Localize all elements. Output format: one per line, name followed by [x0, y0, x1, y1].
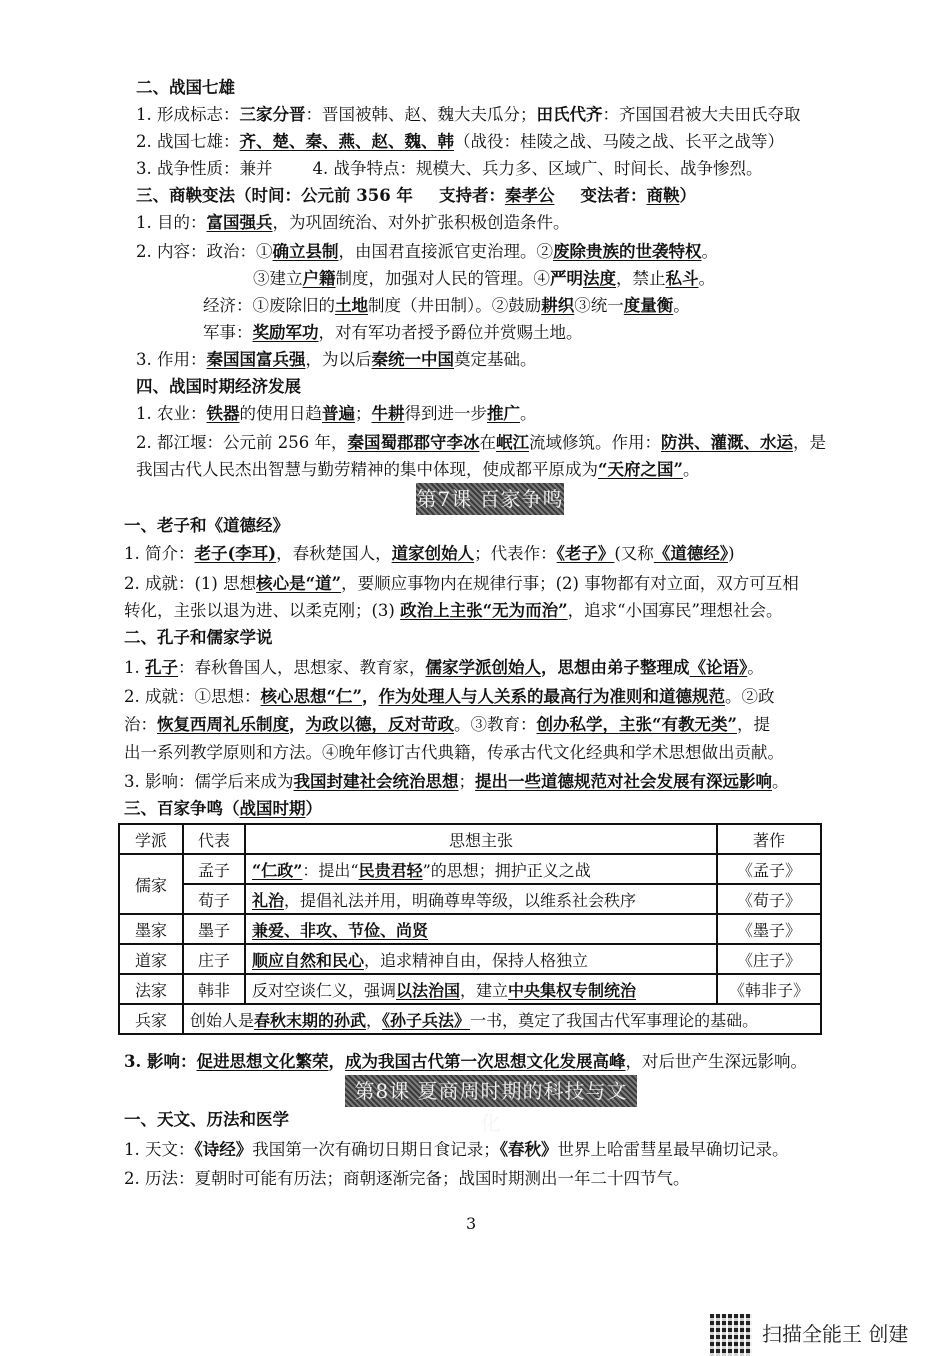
line-content-military: 军事：奖励军功，对有军功者授予爵位并赏赐土地。	[203, 323, 583, 342]
heading-astronomy: 一、天文、历法和医学	[124, 1110, 289, 1129]
school-cell: 兵家	[119, 1004, 183, 1034]
rep-cell: 墨子	[183, 914, 245, 944]
line-confucius-ach-2: 治：恢复西周礼乐制度，为政以德，反对苛政。③教育：创办私学，主张“有教无类”，提	[124, 715, 770, 734]
col-header-works: 著作	[717, 824, 821, 854]
col-header-rep: 代表	[183, 824, 245, 854]
ideas-cell: “仁政”：提出“民贵君轻”的思想；拥护正义之战	[245, 854, 717, 884]
table-row	[119, 974, 821, 1004]
rep-cell: 韩非	[183, 974, 245, 1004]
line-hundred-influence: 3. 影响：促进思想文化繁荣，成为我国古代第一次思想文化发展高峰，对后世产生深远影响。	[124, 1052, 807, 1071]
rep-cell: 庄子	[183, 944, 245, 974]
line-content-politics-2: ③建立户籍制度，加强对人民的管理。④严明法度，禁止私斗。	[253, 269, 715, 288]
ideas-cell: 礼治，提倡礼法并用，明确尊卑等级，以维系社会秩序	[245, 884, 717, 914]
col-header-school: 学派	[119, 824, 183, 854]
works-cell: 《孟子》	[717, 854, 821, 884]
works-cell: 《庄子》	[717, 944, 821, 974]
line-seven-states: 2. 战国七雄：齐、楚、秦、燕、赵、魏、韩（战役：桂陵之战、马陵之战、长平之战等）	[136, 132, 784, 151]
lesson8-banner: 第8课 夏商周时期的科技与文化	[345, 1075, 637, 1107]
line-confucius-influence: 3. 影响：儒学后来成为我国封建社会统治思想；提出一些道德规范对社会发展有深远影响。	[124, 772, 789, 791]
qr-code-icon	[710, 1314, 752, 1356]
heading-laozi: 一、老子和《道德经》	[124, 516, 289, 535]
line-astronomy: 1. 天文：《诗经》我国第一次有确切日期日食记录；《春秋》世界上哈雷彗星最早确切记录。	[124, 1140, 789, 1159]
ideas-cell: 兼爱、非攻、节俭、尚贤	[245, 914, 717, 944]
table-row	[119, 884, 821, 914]
school-cell: 道家	[119, 944, 183, 974]
line-laozi-intro: 1. 简介：老子(李耳)，春秋楚国人，道家创始人；代表作：《老子》(又称《道德经》)	[124, 544, 735, 563]
line-agriculture: 1. 农业：铁器的使用日趋普遍；牛耕得到进一步推广。	[136, 404, 537, 423]
school-cell: 墨家	[119, 914, 183, 944]
bingjia-ideas-cell: 创始人是春秋末期的孙武，《孙子兵法》一书，奠定了我国古代军事理论的基础。	[183, 1004, 821, 1034]
line-laozi-ach-1: 2. 成就：(1) 思想核心是“道”，要顺应事物内在规律行事；(2) 事物都有对立面，双方可互相	[124, 574, 799, 593]
ideas-cell: 反对空谈仁义，强调以法治国，建立中央集权专制统治	[245, 974, 717, 1004]
rep-cell: 孟子	[183, 854, 245, 884]
rep-cell: 荀子	[183, 884, 245, 914]
line-confucius-intro: 1. 孔子：春秋鲁国人，思想家、教育家，儒家学派创始人，思想由弟子整理成《论语》。	[124, 658, 764, 677]
table-row	[119, 914, 821, 944]
line-content-politics-1: 2. 内容：政治：①确立县制，由国君直接派官吏治理。②废除贵族的世袭特权。	[136, 242, 718, 261]
line-purpose: 1. 目的：富国强兵，为巩固统治、对外扩张积极创造条件。	[136, 213, 570, 232]
line-confucius-ach-3: 出一系列教学原则和方法。④晚年修订古代典籍，传承古代文化经典和学术思想做出贡献。	[124, 743, 784, 762]
page-number: 3	[466, 1214, 477, 1233]
school-cell: 法家	[119, 974, 183, 1004]
col-header-ideas: 思想主张	[245, 824, 717, 854]
table-row	[119, 944, 821, 974]
line-content-economy: 经济：①废除旧的土地制度（井田制）。②鼓励耕织③统一度量衡。	[203, 296, 690, 315]
heading-warring-states: 二、战国七雄	[136, 78, 235, 97]
lesson7-banner: 第7课 百家争鸣	[416, 483, 564, 515]
table-row	[119, 1004, 821, 1034]
ideas-cell: 顺应自然和民心，追求精神自由，保持人格独立	[245, 944, 717, 974]
heading-shang-yang: 三、商鞅变法（时间：公元前 356 年 支持者：秦孝公 变法者：商鞅）	[136, 186, 696, 205]
table-row	[119, 854, 821, 884]
line-effect: 3. 作用：秦国国富兵强，为以后秦统一中国奠定基础。	[136, 350, 537, 369]
heading-confucius: 二、孔子和儒家学说	[124, 628, 273, 647]
hundred-schools-table	[118, 823, 822, 1035]
table-header-row	[119, 824, 821, 854]
line-formation: 1. 形成标志：三家分晋：晋国被韩、赵、魏大夫瓜分；田氏代齐：齐国国君被大夫田氏夺取	[136, 105, 801, 124]
scanner-watermark: 扫描全能王 创建	[762, 1322, 909, 1346]
line-dujiangyan-1: 2. 都江堰：公元前 256 年，秦国蜀郡郡守李冰在岷江流域修筑。作用：防洪、灌溉、水运，是	[136, 433, 826, 452]
line-laozi-ach-2: 转化，主张以退为进、以柔克刚；(3) 政治上主张“无为而治”，追求“小国寡民”理想社会。	[124, 601, 783, 620]
line-war-nature: 3. 战争性质：兼并 4. 战争特点：规模大、兵力多、区域广、时间长、战争惨烈。	[136, 159, 763, 178]
line-dujiangyan-2: 我国古代人民杰出智慧与勤劳精神的集中体现，使成都平原成为“天府之国”。	[136, 460, 700, 479]
school-cell: 儒家	[119, 854, 183, 914]
works-cell: 《荀子》	[717, 884, 821, 914]
line-calendar: 2. 历法：夏朝时可能有历法；商朝逐渐完备；战国时期测出一年二十四节气。	[124, 1169, 690, 1188]
line-confucius-ach-1: 2. 成就：①思想：核心思想“仁”，作为处理人与人关系的最高行为准则和道德规范。②政	[124, 687, 775, 706]
heading-hundred-schools: 三、百家争鸣（战国时期）	[124, 799, 322, 818]
works-cell: 《墨子》	[717, 914, 821, 944]
works-cell: 《韩非子》	[717, 974, 821, 1004]
heading-economy: 四、战国时期经济发展	[136, 377, 301, 396]
